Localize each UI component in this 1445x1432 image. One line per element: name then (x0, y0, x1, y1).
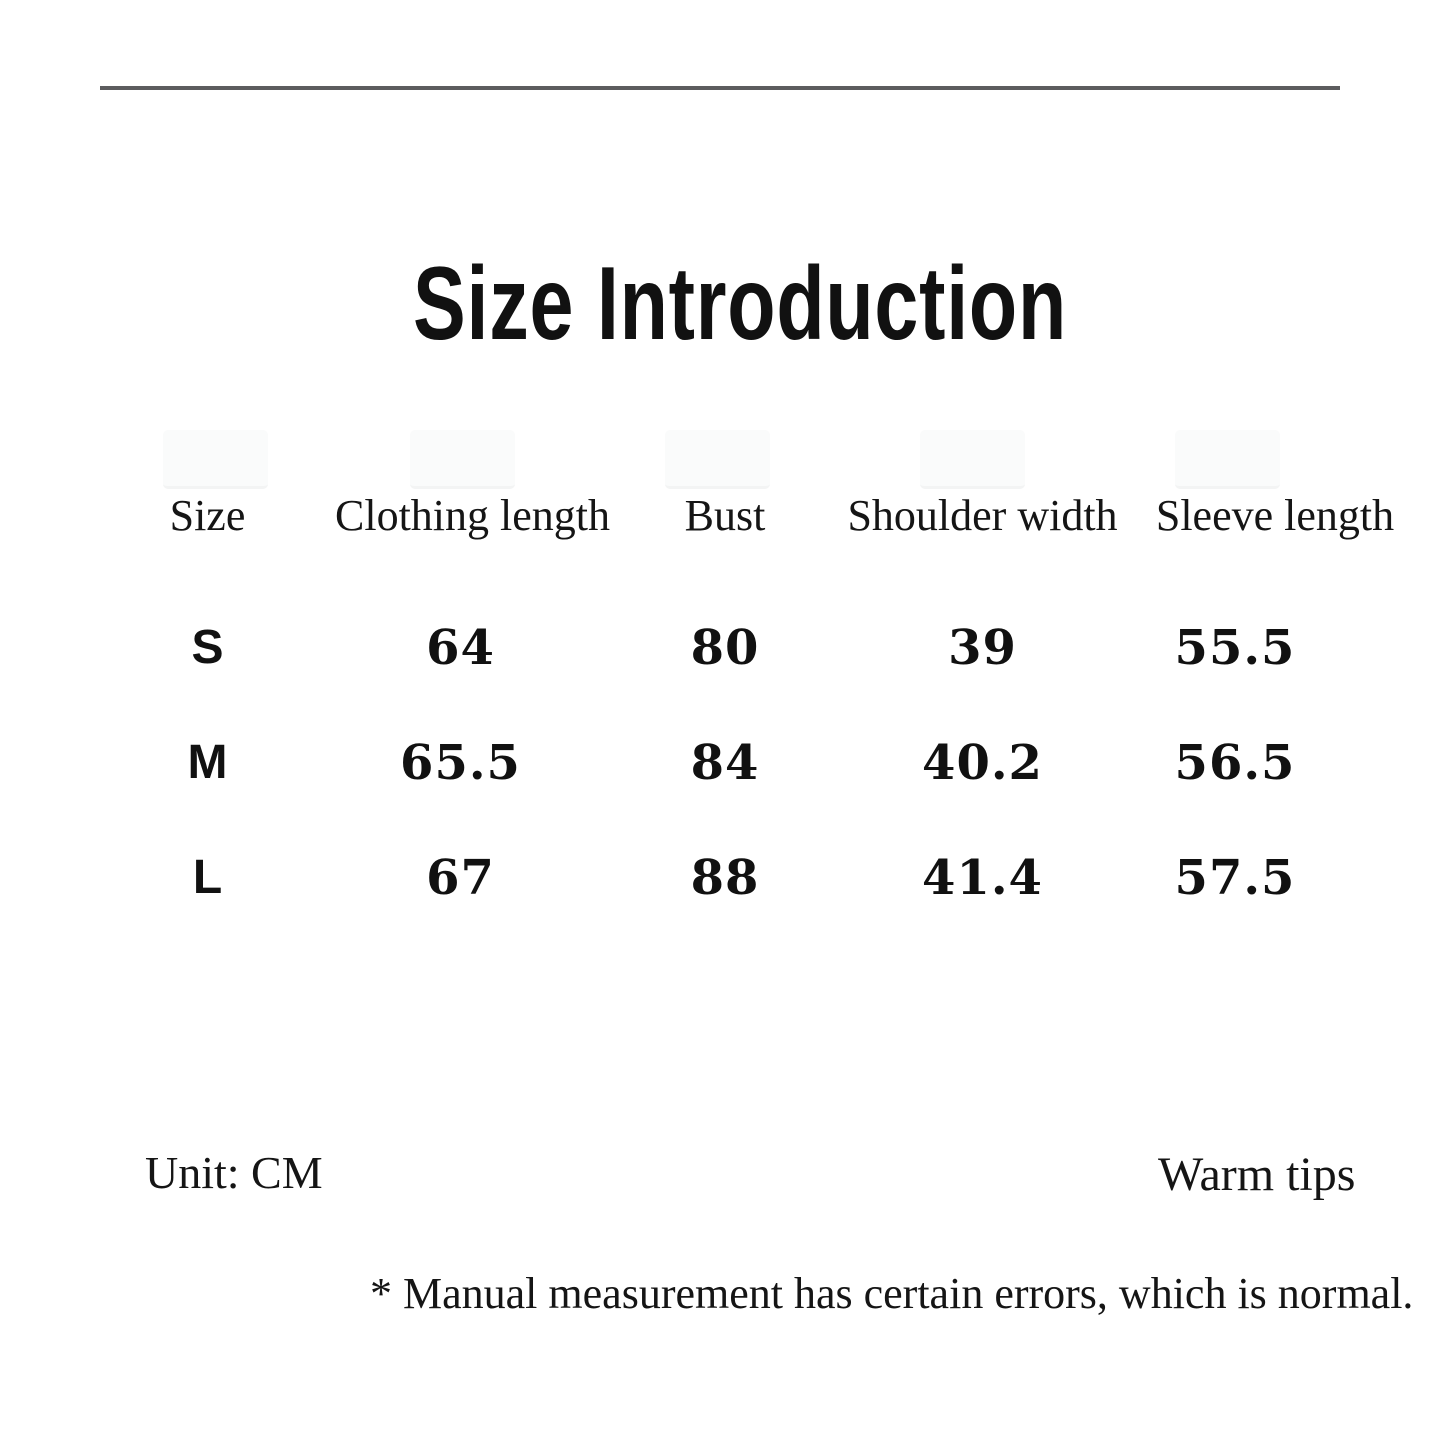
row-m-sleeve-length: 56.5 (1174, 734, 1296, 791)
column-header-bust: Bust (684, 490, 766, 540)
column-header-sleeve-length: Sleeve length (1155, 490, 1395, 540)
row-l-sleeve-length: 57.5 (1174, 849, 1296, 906)
table-header-gap (100, 560, 1405, 590)
unit-label: Unit: CM (145, 1147, 323, 1198)
row-l-shoulder-width: 41.4 (922, 849, 1043, 906)
row-l-clothing-length: 67 (426, 849, 495, 906)
top-divider (100, 86, 1340, 90)
row-s-size-label: S (191, 621, 224, 674)
row-s-sleeve-length: 55.5 (1174, 619, 1296, 676)
row-m-clothing-length: 65.5 (400, 734, 521, 791)
row-l-bust: 88 (690, 849, 760, 906)
warm-tips-label: Warm tips (1158, 1148, 1356, 1201)
row-s-bust: 80 (690, 619, 760, 676)
column-header-size: Size (169, 490, 246, 540)
row-s-shoulder-width: 39 (948, 619, 1017, 676)
row-m-size-label: M (187, 736, 228, 789)
size-table (100, 470, 1405, 935)
row-s-clothing-length: 64 (426, 619, 495, 676)
row-m-bust: 84 (690, 734, 760, 791)
row-l-size-label: L (192, 851, 223, 904)
column-header-clothing-length: Clothing length (335, 490, 610, 540)
page-title: Size Introduction (412, 245, 1067, 362)
measurement-note: * Manual measurement has certain errors, which is normal. (370, 1269, 1414, 1318)
column-header-shoulder-width: Shoulder width (847, 490, 1118, 540)
row-m-shoulder-width: 40.2 (922, 734, 1043, 791)
